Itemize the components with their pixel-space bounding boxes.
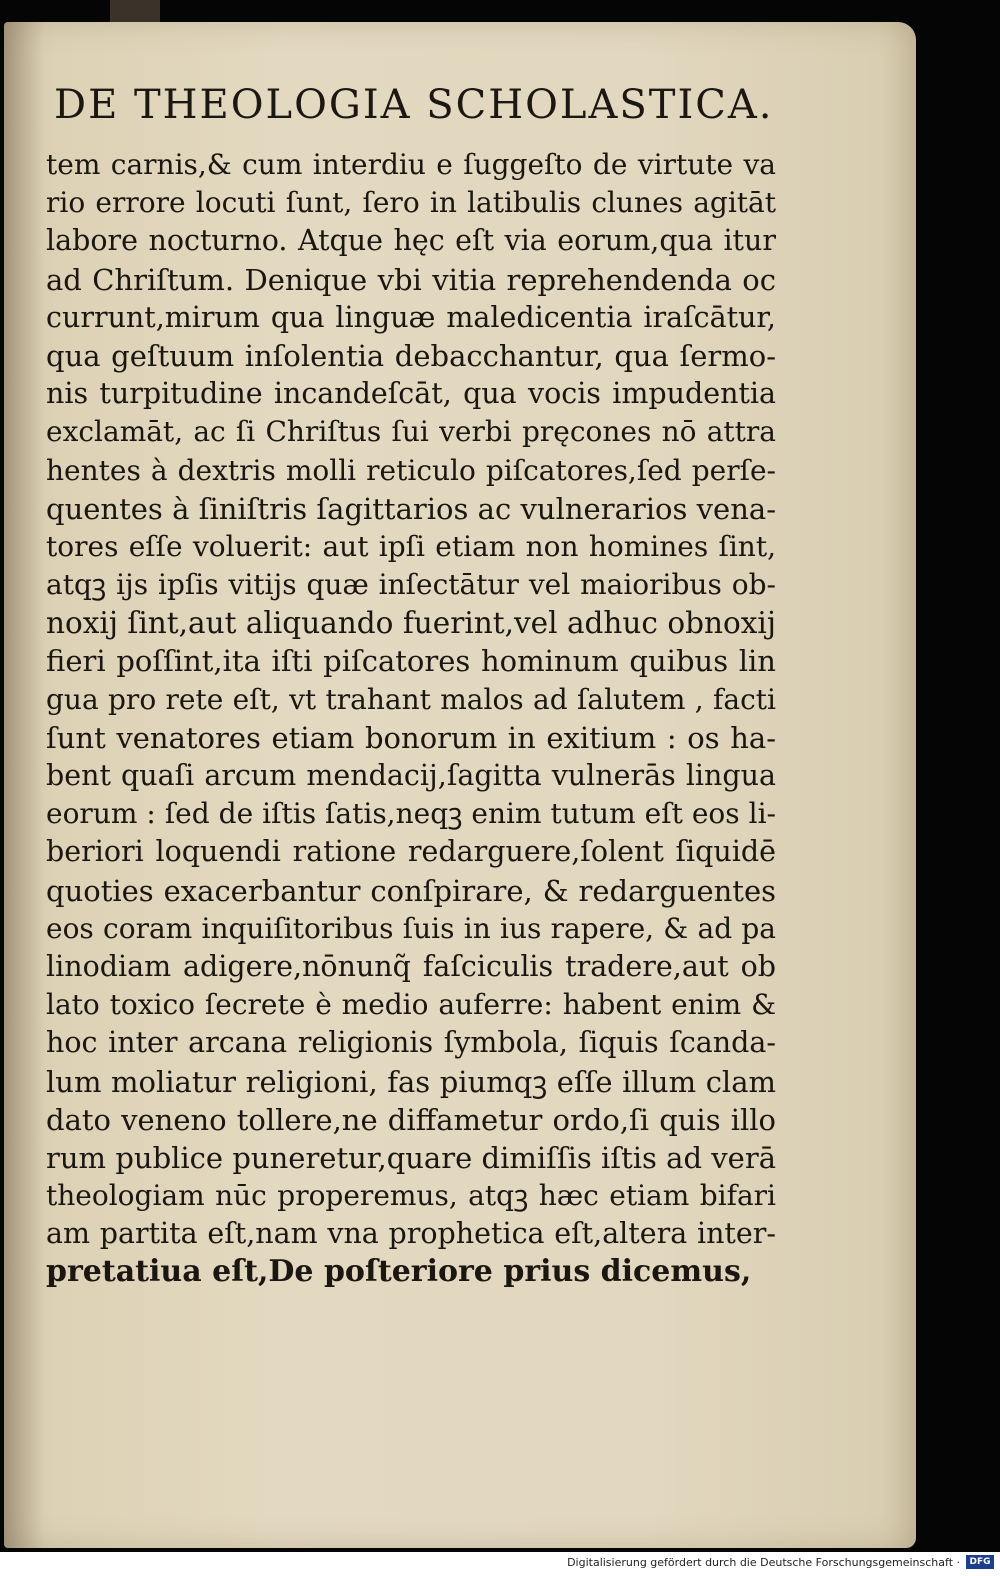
body-text xyxy=(46,146,776,1292)
text-line: eos coram inquiſitoribus ſuis in ius rapere, & ad pa xyxy=(46,911,776,945)
text-line: bent quaſi arcum mendacij,ſagitta vulnerās lingua xyxy=(46,759,776,792)
text-line: gua pro rete eſt, vt trahant malos ad ſalutem , facti xyxy=(46,682,776,716)
text-line: noxij ſint,aut aliquando fuerint,vel adhuc obnoxij xyxy=(46,606,776,641)
text-line: am partita eſt,nam vna prophetica eſt,altera inter- xyxy=(46,1217,776,1251)
text-line: eorum : ſed de iſtis ſatis,neqꝫ enim tutum eſt eos li- xyxy=(46,797,776,831)
text-line: theologiam nūc properemus, atqꝫ hæc etiam bifari xyxy=(46,1179,776,1213)
text-line: rum publice puneretur,quare dimiſſis iſtis ad verā xyxy=(46,1140,776,1175)
text-line: dato veneno tollere,ne diffametur ordo,ſi quis illo xyxy=(46,1102,776,1137)
text-line: fieri poſſint,ita iſti piſcatores hominum quibus lin xyxy=(46,644,776,679)
funding-note: Digitalisierung gefördert durch die Deutsche Forschungsgemeinschaft · xyxy=(567,1556,960,1569)
bookmark-strip xyxy=(110,0,160,22)
text-line: atqꝫ ijs ipſis vitijs quæ inſectātur vel maioribus ob- xyxy=(46,568,776,602)
text-line: hentes à dextris molli reticulo piſcatores,ſed perſe- xyxy=(46,453,776,487)
text-line: exclamāt, ac ſi Chriſtus ſui verbi pręcones nō attra xyxy=(46,415,776,449)
dfg-logo: DFG xyxy=(966,1555,994,1569)
text-line: tem carnis,& cum interdiu e ſuggeſto de virtute va xyxy=(46,148,776,181)
text-line: currunt,mirum qua linguæ maledicentia iraſcātur, xyxy=(46,300,776,334)
text-line: lum moliatur religioni, fas piumqꝫ eſſe illum clam xyxy=(46,1064,776,1099)
text-line: ſunt venatores etiam bonorum in exitium : os ha- xyxy=(46,720,776,755)
text-line: rio errore locuti ſunt, ſero in latibulis clunes agitāt xyxy=(46,186,776,220)
text-line: ad Chriſtum. Denique vbi vitia reprehendenda oc xyxy=(46,262,776,297)
text-line: lato toxico ſecrete è medio auferre: habent enim & xyxy=(46,988,776,1022)
text-line: linodiam adigere,nōnunq̃ faſciculis tradere,aut ob xyxy=(46,949,776,983)
running-head: DE THEOLOGIA SCHOLASTICA. xyxy=(54,82,774,128)
text-line: quentes à ſiniſtris ſagittarios ac vulnerarios vena- xyxy=(46,491,776,526)
text-line: hoc inter arcana religionis ſymbola, ſiquis ſcanda- xyxy=(46,1026,776,1060)
spine-shadow xyxy=(4,22,44,1548)
text-line: qua geſtuum inſolentia debacchantur, qua ſermo- xyxy=(46,338,776,373)
text-line: tores eſſe voluerit: aut ipſi etiam non homines ſint, xyxy=(46,529,776,563)
text-line: labore nocturno. Atque hęc eſt via eorum,qua itur xyxy=(46,224,776,258)
text-line: quoties exacerbantur conſpirare, & redarguentes xyxy=(46,873,776,908)
text-line: pretatiua eſt,De poſteriore prius dicemus, xyxy=(46,1254,752,1290)
text-line: beriori loquendi ratione redarguere,ſolent ſiquidē xyxy=(46,835,776,869)
text-line: nis turpitudine incandeſcāt, qua vocis impudentia xyxy=(46,377,776,411)
